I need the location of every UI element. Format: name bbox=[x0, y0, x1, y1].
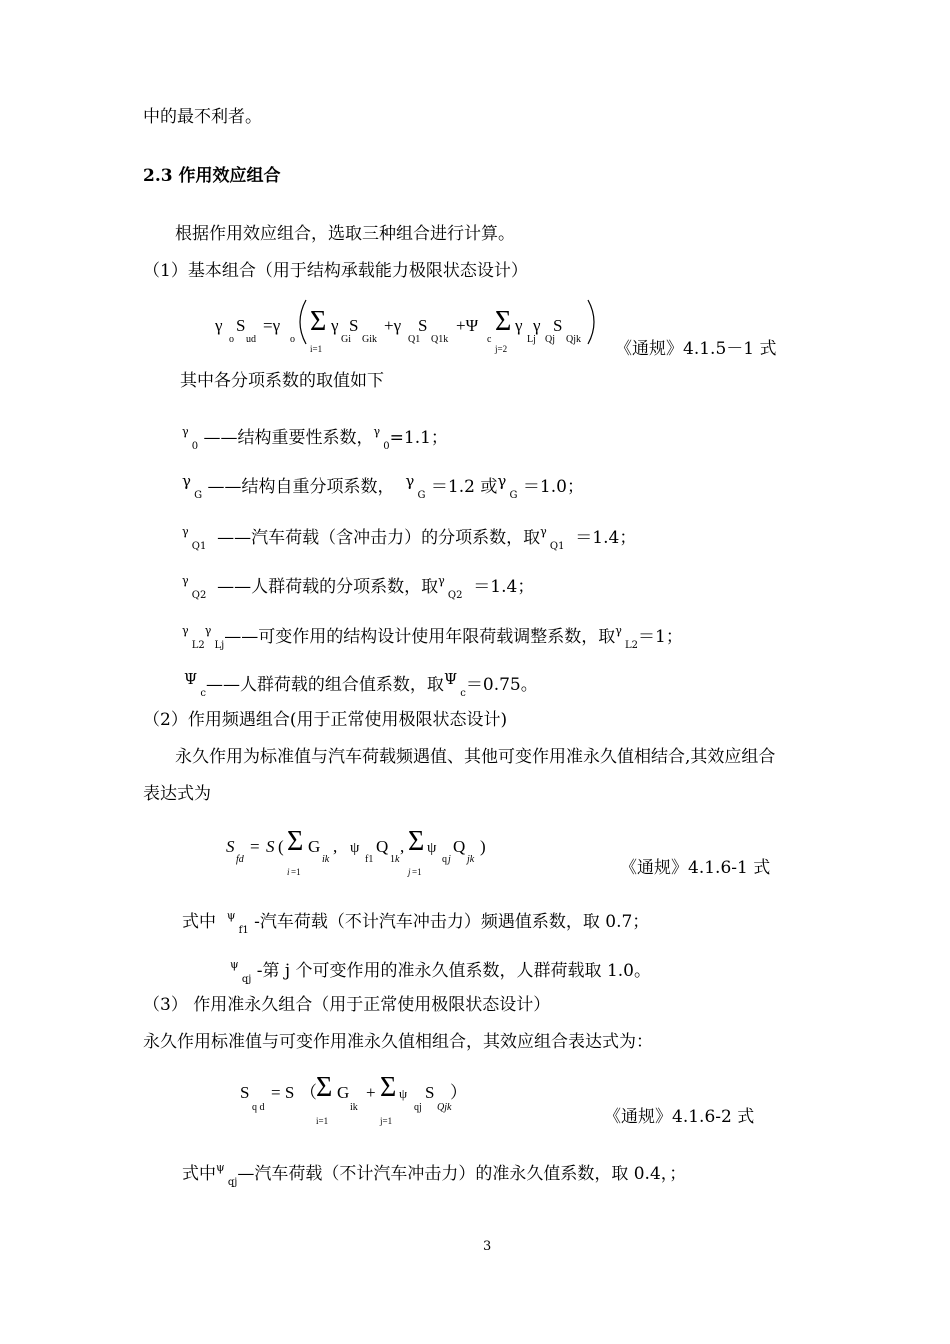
svg-text:fd: fd bbox=[236, 854, 244, 865]
svg-text:j=2: j=2 bbox=[495, 344, 508, 354]
svg-text:γ: γ bbox=[533, 316, 541, 335]
svg-text:o: o bbox=[290, 334, 295, 345]
svg-text:i=1: i=1 bbox=[310, 344, 323, 354]
svg-text:S: S bbox=[349, 316, 359, 335]
svg-text:ik: ik bbox=[350, 1102, 358, 1113]
coefficient-line: $^\gamma$ $_0$ ——结构重要性系数，$^\gamma$ $_0$=1.1； bbox=[182, 425, 448, 452]
text-line: 永久作用为标准值与汽车荷载频遇值、其他可变作用准永久值相结合,其效应组合 bbox=[175, 747, 776, 767]
text-line: 式中$^\psi$ $_{qj}$—汽车荷载（不计汽车冲击力）的准永久值系数，取 0.4，； bbox=[182, 1161, 687, 1188]
svg-text:i: i bbox=[287, 867, 290, 877]
text-line: 式中 $^\psi$ $_{f1}$ -汽车荷载（不计汽车冲击力）频遇值系数，取 0.7； bbox=[182, 909, 650, 936]
svg-text:Gik: Gik bbox=[362, 334, 377, 345]
svg-text:q d: q d bbox=[252, 1102, 265, 1113]
list-heading: （2）作用频遇组合(用于正常使用极限状态设计) bbox=[143, 710, 508, 730]
svg-text:j: j bbox=[448, 854, 451, 865]
svg-text:c: c bbox=[487, 334, 492, 345]
svg-text:S: S bbox=[425, 1083, 435, 1102]
svg-text:S: S bbox=[553, 316, 563, 335]
svg-text:Σ: Σ bbox=[495, 306, 512, 337]
svg-text:j: j bbox=[408, 867, 411, 877]
svg-text:G: G bbox=[308, 837, 321, 856]
svg-text:f1: f1 bbox=[365, 854, 374, 865]
text-line: 中的最不利者。 bbox=[143, 107, 262, 127]
svg-text:=: = bbox=[250, 837, 260, 856]
svg-text:(: ( bbox=[278, 837, 284, 856]
svg-text:G: G bbox=[337, 1083, 350, 1102]
svg-text:i=1: i=1 bbox=[316, 1116, 329, 1126]
svg-text:ik: ik bbox=[322, 854, 330, 865]
formula-reference: 《通规》4.1.6-2 式 bbox=[604, 1107, 755, 1127]
coefficient-line: $^\gamma$ $_{Q2}$ ——人群荷载的分项系数，取$^\gamma$ $_{Q2}$ ＝1.4； bbox=[182, 574, 535, 601]
svg-text:j=1: j=1 bbox=[380, 1116, 393, 1126]
text-line: 根据作用效应组合，选取三种组合进行计算。 bbox=[175, 224, 515, 244]
svg-text:）: ） bbox=[450, 1083, 467, 1102]
svg-text:Σ: Σ bbox=[408, 826, 425, 857]
svg-text:Q: Q bbox=[376, 837, 389, 856]
page-number: 3 bbox=[483, 1239, 492, 1254]
svg-text:1: 1 bbox=[390, 854, 395, 865]
svg-text:Lj: Lj bbox=[527, 334, 536, 345]
svg-text:Q1k: Q1k bbox=[431, 334, 449, 345]
coefficient-line: $^\gamma$ $_{Q1}$ ——汽车荷载（含冲击力）的分项系数，取$^\gamma$ $_{Q1}$ ＝1.4； bbox=[182, 525, 637, 552]
svg-text:Σ: Σ bbox=[310, 306, 327, 337]
coefficient-line: $^\gamma$ $_{L2}^\gamma$ $_{Lj}$——可变作用的结构设计使用年限荷载调整系数，取$^\gamma$ $_{L2}$＝1； bbox=[182, 624, 683, 651]
list-heading: （1）基本组合（用于结构承载能力极限状态设计） bbox=[143, 261, 528, 281]
text-line: 表达式为 bbox=[143, 784, 211, 804]
svg-text:qj: qj bbox=[414, 1102, 422, 1113]
svg-text:Qjk: Qjk bbox=[566, 334, 581, 345]
svg-text:S: S bbox=[266, 837, 275, 856]
svg-text:γ: γ bbox=[215, 316, 223, 335]
svg-text:Σ: Σ bbox=[287, 826, 304, 857]
svg-text:k: k bbox=[395, 854, 400, 865]
svg-text:=γ: =γ bbox=[263, 316, 281, 335]
text-line: 永久作用标准值与可变作用准永久值相组合，其效应组合表达式为： bbox=[143, 1032, 653, 1052]
list-heading: （3） 作用准永久组合（用于正常使用极限状态设计） bbox=[143, 995, 551, 1015]
section-heading: 2.3 作用效应组合 bbox=[143, 166, 281, 186]
svg-text:γ: γ bbox=[515, 316, 523, 335]
svg-text:=1: =1 bbox=[291, 867, 301, 877]
text-line: $^\psi$ $_{qj}$ -第 j 个可变作用的准永久值系数，人群荷载取 1.0。 bbox=[230, 958, 651, 985]
svg-text:+γ: +γ bbox=[384, 316, 402, 335]
formula-reference: 《通规》4.1.6-1 式 bbox=[620, 858, 771, 878]
svg-text:+Ψ: +Ψ bbox=[456, 316, 479, 335]
svg-text:Qj: Qj bbox=[545, 334, 555, 345]
svg-text:Qjk: Qjk bbox=[437, 1102, 452, 1113]
svg-text:ψ: ψ bbox=[399, 1086, 408, 1101]
svg-text:S: S bbox=[240, 1083, 250, 1102]
svg-text:Q: Q bbox=[453, 837, 466, 856]
svg-text:Σ: Σ bbox=[316, 1072, 333, 1103]
svg-text:= S: = S bbox=[271, 1083, 295, 1102]
svg-text:ψ: ψ bbox=[350, 840, 360, 856]
svg-text:,: , bbox=[333, 837, 338, 856]
svg-text:jk: jk bbox=[467, 854, 475, 865]
svg-text:ψ: ψ bbox=[427, 840, 437, 856]
svg-text:=1: =1 bbox=[412, 867, 422, 877]
svg-text:q: q bbox=[442, 854, 447, 865]
svg-text:): ) bbox=[480, 837, 486, 856]
svg-text:S: S bbox=[226, 837, 235, 856]
coefficient-line: Ψ $_c$——人群荷载的组合值系数，取Ψ $_c$＝0.75。 bbox=[184, 670, 538, 699]
svg-text:S: S bbox=[236, 316, 246, 335]
svg-text:ud: ud bbox=[246, 334, 256, 345]
text-line: 其中各分项系数的取值如下 bbox=[180, 371, 384, 391]
svg-text:,: , bbox=[400, 837, 405, 856]
svg-text:（: （ bbox=[300, 1083, 317, 1102]
svg-text:Σ: Σ bbox=[380, 1072, 397, 1103]
svg-text:Gi: Gi bbox=[341, 334, 351, 345]
svg-text:Q1: Q1 bbox=[408, 334, 421, 345]
coefficient-line: γ $_G$ ——结构自重分项系数， γ $_G$ ＝1.2 或γ $_G$ ＝1.0； bbox=[182, 472, 584, 501]
svg-text:+: + bbox=[366, 1083, 376, 1102]
svg-text:γ: γ bbox=[331, 316, 339, 335]
svg-text:S: S bbox=[418, 316, 428, 335]
formula-reference: 《通规》4.1.5－1 式 bbox=[615, 339, 777, 359]
svg-text:o: o bbox=[229, 334, 234, 345]
